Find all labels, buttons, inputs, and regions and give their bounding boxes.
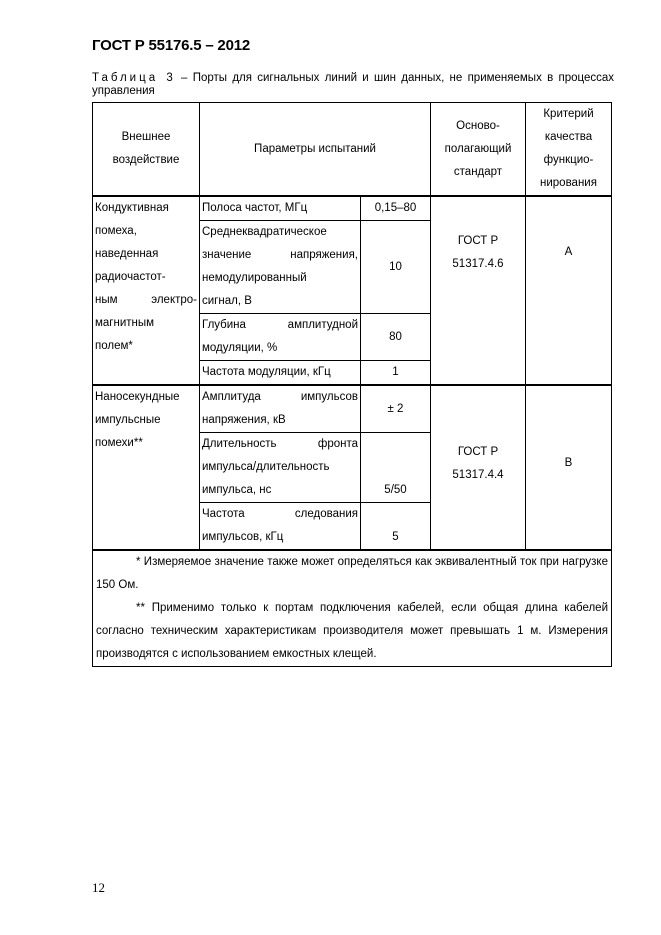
table-caption-text: – Порты для сигнальных линий и шин данных, не применяемых в процессах управления [92,72,614,97]
header-standard: Осново- полагающий стандарт [431,103,526,197]
impact-cell: Кондуктивная помеха, наведенная радиочастот- ным электро- магнитным полем* [93,196,200,385]
param-value: 1 [361,361,431,386]
table-caption-prefix: Таблица 3 [92,72,176,84]
page-number: 12 [92,880,105,895]
ports-table [92,102,612,667]
param-name: Частота следования импульсов, кГц [200,503,361,551]
param-name: Длительность фронта импульса/длительность импульса, нс [200,433,361,503]
standard-cell: ГОСТ Р 51317.4.6 [431,196,526,385]
document-header: ГОСТ Р 55176.5 – 2012 [92,37,251,54]
table-caption [92,72,614,98]
header-criterion: Критерий качества функцио- нирования [526,103,612,197]
header-impact: Внешнее воздействие [93,103,200,197]
table-row [93,385,612,433]
header-params: Параметры испытаний [200,103,431,197]
footnote: ** Применимо только к портам подключения кабелей, если общая длина кабелей согласно техническим характеристикам производителя может превышать 1 м. Измерения производятся с использованием емкостных клещей. [96,602,608,660]
param-name: Среднеквадратическое значение напряжения, немодулированный сигнал, В [200,221,361,314]
notes-cell [93,550,612,667]
param-name: Глубина амплитудной модуляции, % [200,314,361,361]
impact-cell: Наносекундные импульсные помехи** [93,385,200,550]
param-value: 0,15–80 [361,196,431,221]
param-value: ± 2 [361,385,431,433]
param-name: Амплитуда импульсов напряжения, кВ [200,385,361,433]
param-value: 5/50 [361,433,431,503]
standard-cell: ГОСТ Р 51317.4.4 [431,385,526,550]
notes-row [93,550,612,667]
criterion-cell: В [526,385,612,550]
param-value: 5 [361,503,431,551]
criterion-cell: А [526,196,612,385]
param-value: 10 [361,221,431,314]
param-value: 80 [361,314,431,361]
table-row [93,196,612,221]
param-name: Частота модуляции, кГц [200,361,361,386]
table-header-row [93,103,612,197]
param-name: Полоса частот, МГц [200,196,361,221]
footnote: * Измеряемое значение также может определяться как эквивалентный ток при нагрузке 150 Ом. [96,556,608,591]
